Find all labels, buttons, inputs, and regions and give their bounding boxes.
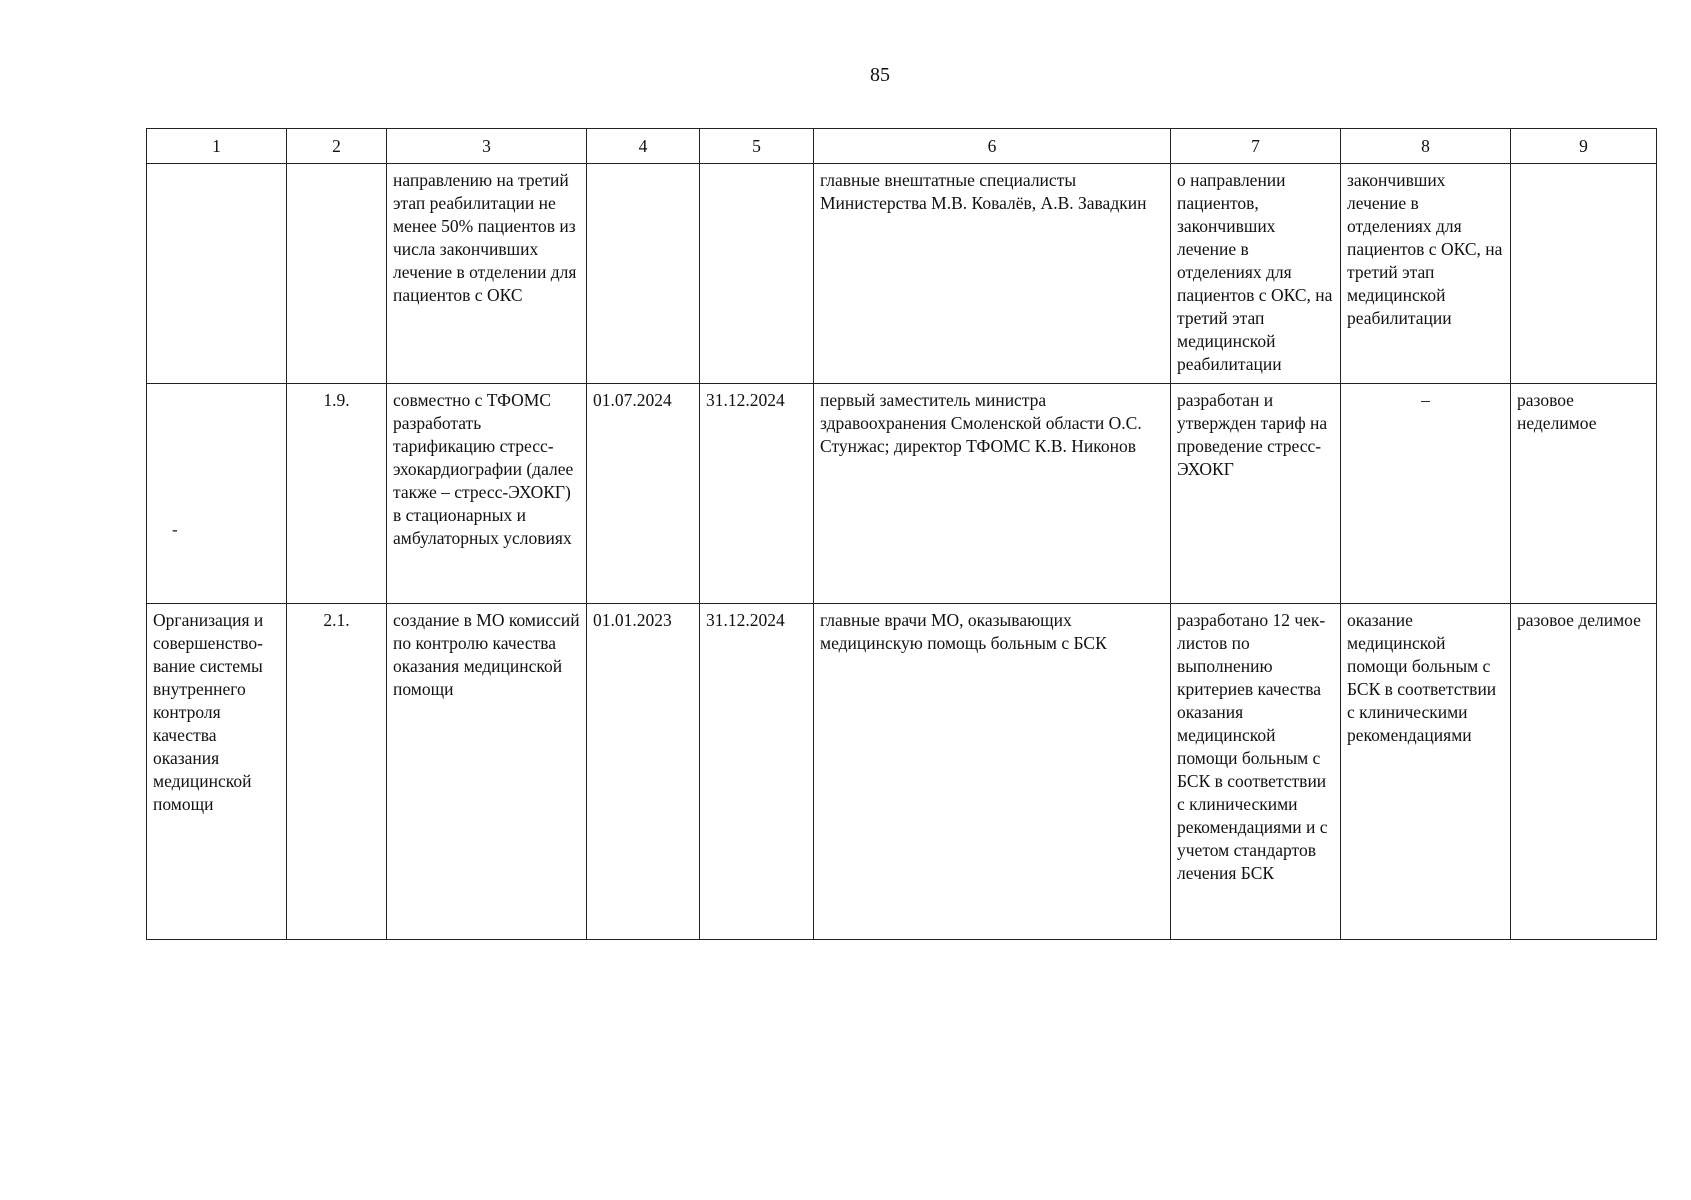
cell-responsible: первый заместитель министра здравоохранения Смоленской области О.С. Стунжас; директор ТФОМС К.В. Никонов xyxy=(814,384,1171,604)
column-number: 4 xyxy=(587,129,700,164)
column-number: 2 xyxy=(287,129,387,164)
column-number: 5 xyxy=(700,129,814,164)
page-number: 85 xyxy=(870,64,890,86)
cell-number: 2.1. xyxy=(287,604,387,940)
cell-activity: создание в МО комиссий по контролю качества оказания медицинской помощи xyxy=(387,604,587,940)
column-number: 6 xyxy=(814,129,1171,164)
column-number: 7 xyxy=(1171,129,1341,164)
column-number: 9 xyxy=(1511,129,1657,164)
cell-responsible: главные внештатные специалисты Министерства М.В. Ковалёв, А.В. Завадкин xyxy=(814,164,1171,384)
cell-type xyxy=(1511,164,1657,384)
cell-start-date: 01.07.2024 xyxy=(587,384,700,604)
cell-end-date: 31.12.2024 xyxy=(700,384,814,604)
table-row xyxy=(147,164,1657,384)
cell-indicator: оказание медицинской помощи больным с БСК в соответствии с клиническими рекомендациями xyxy=(1341,604,1511,940)
cell-result: разработано 12 чек-листов по выполнению критериев качества оказания медицинской помощи больным с БСК в соответствии с клиническими рекомендациями и с учетом стандартов лечения БСК xyxy=(1171,604,1341,940)
column-number-row xyxy=(147,129,1657,164)
cell-number xyxy=(287,164,387,384)
cell-end-date xyxy=(700,164,814,384)
table-row xyxy=(147,604,1657,940)
cell-activity: направлению на третий этап реабилитации не менее 50% пациентов из числа закончивших лечение в отделении для пациентов с ОКС xyxy=(387,164,587,384)
column-number: 8 xyxy=(1341,129,1511,164)
table-row xyxy=(147,384,1657,604)
cell-direction xyxy=(147,164,287,384)
stray-mark: - xyxy=(172,520,178,539)
cell-direction: Организация и совершенство-вание системы внутреннего контроля качества оказания медицинской помощи xyxy=(147,604,287,940)
cell-start-date xyxy=(587,164,700,384)
cell-result: разработан и утвержден тариф на проведение стресс-ЭХОКГ xyxy=(1171,384,1341,604)
cell-end-date: 31.12.2024 xyxy=(700,604,814,940)
cell-indicator: закончивших лечение в отделениях для пациентов с ОКС, на третий этап медицинской реабилитации xyxy=(1341,164,1511,384)
cell-responsible: главные врачи МО, оказывающих медицинскую помощь больным с БСК xyxy=(814,604,1171,940)
cell-start-date: 01.01.2023 xyxy=(587,604,700,940)
column-number: 3 xyxy=(387,129,587,164)
cell-activity: совместно с ТФОМС разработать тарификацию стресс-эхокардиографии (далее также – стресс-ЭХОКГ) в стационарных и амбулаторных условиях xyxy=(387,384,587,604)
column-number: 1 xyxy=(147,129,287,164)
cell-number: 1.9. xyxy=(287,384,387,604)
cell-result: о направлении пациентов, закончивших лечение в отделениях для пациентов с ОКС, на третий этап медицинской реабилитации xyxy=(1171,164,1341,384)
cell-type: разовое неделимое xyxy=(1511,384,1657,604)
cell-type: разовое делимое xyxy=(1511,604,1657,940)
plan-table xyxy=(146,128,1657,940)
cell-direction xyxy=(147,384,287,604)
cell-indicator: – xyxy=(1341,384,1511,604)
